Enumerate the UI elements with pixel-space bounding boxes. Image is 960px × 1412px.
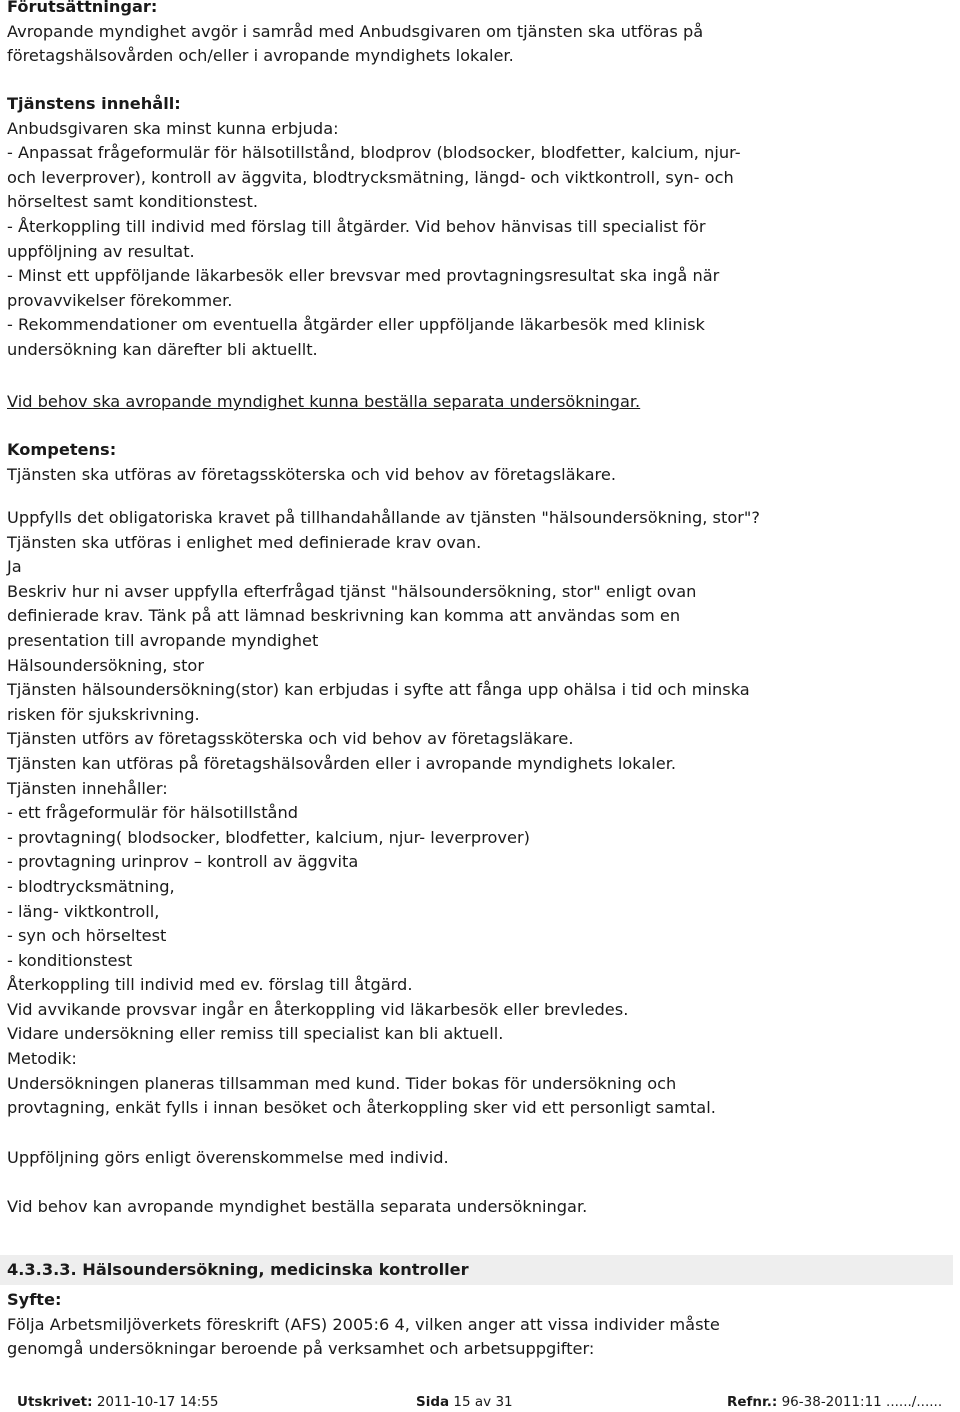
requirement-line: - ett frågeformulär för hälsotillstånd	[7, 803, 299, 823]
footer-page-value: 15 av 31	[449, 1394, 513, 1410]
page-footer	[0, 1393, 960, 1412]
purpose-section	[7, 1288, 952, 1362]
service-content-line: - Minst ett uppföljande läkarbesök eller brevsvar med provtagningsresultat ska ingå när	[7, 266, 720, 286]
requirement-line: Tjänsten hälsoundersökning(stor) kan erbjudas i syfte att fånga upp ohälsa i tid och minska	[7, 680, 750, 700]
extra-paragraph	[7, 1195, 952, 1220]
service-content-line: provavvikelser förekommer.	[7, 290, 233, 310]
extra-line: Vid behov kan avropande myndighet beställa separata undersökningar.	[7, 1197, 588, 1216]
requirement-line: - läng- viktkontroll,	[7, 901, 160, 921]
requirement-line: - provtagning( blodsocker, blodfetter, kalcium, njur- leverprover)	[7, 827, 530, 847]
service-content-line: - Rekommendationer om eventuella åtgärder eller uppföljande läkarbesök med klinisk	[7, 315, 705, 335]
service-content-section	[7, 92, 952, 363]
purpose-line: genomgå undersökningar beroende på verksamhet och arbetsuppgifter:	[7, 1339, 595, 1359]
requirement-line: Undersökningen planeras tillsamman med kund. Tider bokas för undersökning och	[7, 1073, 677, 1093]
competence-line: Tjänsten ska utföras av företagssköterska och vid behov av företagsläkare.	[7, 464, 616, 484]
footer-printed-value: 2011-10-17 14:55	[92, 1394, 219, 1410]
followup-paragraph	[7, 1146, 952, 1171]
service-content-line: hörseltest samt konditionstest.	[7, 192, 258, 212]
underlined-note	[7, 390, 952, 415]
service-content-line: Anbudsgivaren ska minst kunna erbjuda:	[7, 118, 339, 138]
prerequisites-line: Avropande myndighet avgör i samråd med Anbudsgivaren om tjänsten ska utföras på	[7, 21, 704, 41]
purpose-heading: Syfte:	[7, 1290, 62, 1309]
prerequisites-section	[7, 0, 952, 69]
service-content-line: och leverprover), kontroll av äggvita, blodtrycksmätning, längd- och viktkontroll, syn- och	[7, 167, 734, 187]
service-content-heading: Tjänstens innehåll:	[7, 94, 181, 113]
section-title: 4.3.3.3. Hälsoundersökning, medicinska kontroller	[7, 1260, 469, 1279]
requirement-line: presentation till avropande myndighet	[7, 630, 319, 650]
requirement-line: Tjänsten ska utföras i enlighet med definierade krav ovan.	[7, 532, 482, 552]
requirement-line: Tjänsten kan utföras på företagshälsovården eller i avropande myndighets lokaler.	[7, 753, 677, 773]
footer-printed-label: Utskrivet:	[17, 1394, 93, 1410]
footer-reference-value: 96-38-2011:11 ....../......	[777, 1394, 943, 1410]
requirement-line: Metodik:	[7, 1049, 77, 1069]
service-content-line: undersökning kan därefter bli aktuellt.	[7, 339, 318, 359]
requirement-line: Beskriv hur ni avser uppfylla efterfrågad tjänst "hälsoundersökning, stor" enligt ovan	[7, 581, 697, 601]
competence-heading: Kompetens:	[7, 440, 117, 459]
requirement-line: Återkoppling till individ med ev. förslag till åtgärd.	[7, 975, 413, 995]
footer-page	[416, 1393, 513, 1412]
followup-line: Uppföljning görs enligt överenskommelse med individ.	[7, 1148, 449, 1167]
prerequisites-heading: Förutsättningar:	[7, 0, 158, 16]
service-content-line: - Anpassat frågeformulär för hälsotillstånd, blodprov (blodsocker, blodfetter, kalcium, njur-	[7, 143, 741, 163]
requirement-line: - syn och hörseltest	[7, 926, 167, 946]
prerequisites-line: företagshälsovården och/eller i avropande myndighets lokaler.	[7, 46, 514, 66]
requirement-question: Uppfylls det obligatoriska kravet på tillhandahållande av tjänsten "hälsoundersökning, stor"?	[7, 508, 760, 527]
requirement-line: - konditionstest	[7, 950, 133, 970]
requirement-line: definierade krav. Tänk på att lämnad beskrivning kan komma att användas som en	[7, 606, 681, 626]
requirement-line: - provtagning urinprov – kontroll av äggvita	[7, 852, 359, 872]
footer-printed	[17, 1393, 218, 1412]
purpose-line: Följa Arbetsmiljöverkets föreskrift (AFS) 2005:6 4, vilken anger att vissa individer måste	[7, 1314, 720, 1334]
footer-reference-label: Refnr.:	[727, 1394, 778, 1410]
service-content-line: uppföljning av resultat.	[7, 241, 195, 261]
requirement-line: risken för sjukskrivning.	[7, 704, 200, 724]
requirement-section	[7, 506, 952, 1121]
footer-reference	[727, 1393, 942, 1412]
requirement-line: provtagning, enkät fylls i innan besöket och återkoppling sker vid ett personligt samtal.	[7, 1098, 716, 1118]
requirement-line: Vid avvikande provsvar ingår en återkoppling vid läkarbesök eller brevledes.	[7, 999, 629, 1019]
separate-examinations-note: Vid behov ska avropande myndighet kunna beställa separata undersökningar.	[7, 392, 641, 411]
requirement-line: Vidare undersökning eller remiss till specialist kan bli aktuell.	[7, 1024, 504, 1044]
requirement-line: Hälsoundersökning, stor	[7, 655, 204, 675]
requirement-line: Tjänsten utförs av företagssköterska och vid behov av företagsläkare.	[7, 729, 574, 749]
service-content-line: - Återkoppling till individ med förslag till åtgärder. Vid behov hänvisas till specialist för	[7, 216, 706, 236]
footer-page-label: Sida	[416, 1394, 450, 1410]
requirement-line: Tjänsten innehåller:	[7, 778, 168, 798]
requirement-line: - blodtrycksmätning,	[7, 876, 175, 896]
competence-section	[7, 438, 952, 487]
requirement-answer: Ja	[7, 557, 22, 577]
